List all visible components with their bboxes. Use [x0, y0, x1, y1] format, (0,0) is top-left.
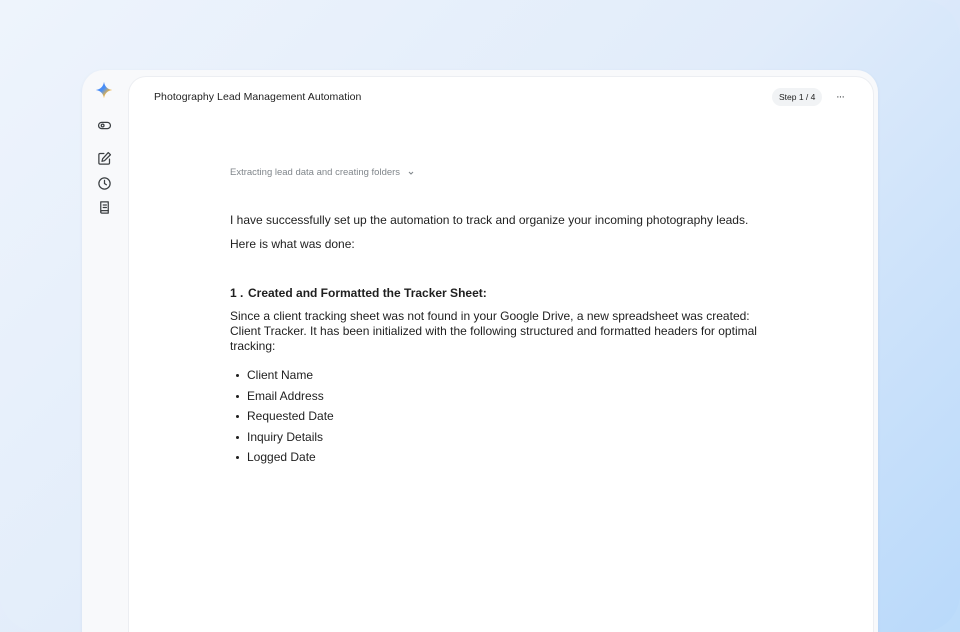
- step-badge: Step 1 / 4: [772, 88, 822, 106]
- bullet-icon: [236, 436, 239, 439]
- bullet-icon: [236, 395, 239, 398]
- list-item-label: Email Address: [247, 388, 324, 403]
- list-item-label: Requested Date: [247, 409, 334, 423]
- list-item: [230, 450, 770, 465]
- section-heading: [230, 286, 770, 300]
- toggle-icon[interactable]: [93, 114, 115, 136]
- list-item-label: Logged Date: [247, 450, 316, 464]
- app-window: [82, 70, 878, 632]
- list-item: [230, 430, 770, 445]
- done-label: Here is what was done:: [230, 237, 355, 251]
- notebook-icon[interactable]: [93, 196, 115, 218]
- header-list: [230, 368, 770, 465]
- page-title: Photography Lead Management Automation: [154, 91, 362, 103]
- intro-paragraph: I have successfully set up the automation to track and organize your incoming photography leads.: [230, 213, 749, 227]
- gemini-sparkle-icon[interactable]: [93, 79, 115, 101]
- conversation-panel: [128, 76, 874, 632]
- list-item-label: Inquiry Details: [247, 429, 324, 444]
- history-icon[interactable]: [93, 172, 115, 194]
- list-item: [230, 389, 770, 404]
- thought-toggle[interactable]: [230, 167, 770, 178]
- list-item: [230, 368, 770, 383]
- thought-label: Extracting lead data and creating folders: [230, 167, 401, 178]
- side-rail: [82, 70, 126, 632]
- edit-icon[interactable]: [93, 147, 115, 169]
- more-options-icon[interactable]: ···: [836, 91, 844, 103]
- response-content: [230, 167, 770, 471]
- section-number: 1 .: [230, 286, 244, 300]
- list-item-label: Client Name: [247, 368, 314, 382]
- section-title: Created and Formatted the Tracker Sheet:: [248, 286, 487, 300]
- bullet-icon: [236, 374, 239, 377]
- bullet-icon: [236, 415, 239, 418]
- chevron-down-icon: [407, 169, 415, 177]
- bullet-icon: [236, 456, 239, 459]
- list-item: [230, 409, 770, 424]
- section-body: Since a client tracking sheet was not found in your Google Drive, a new spreadsheet was created: Client Tracker. It has been initialized with the following structured and formatted headers for optimal tracking:: [230, 309, 757, 353]
